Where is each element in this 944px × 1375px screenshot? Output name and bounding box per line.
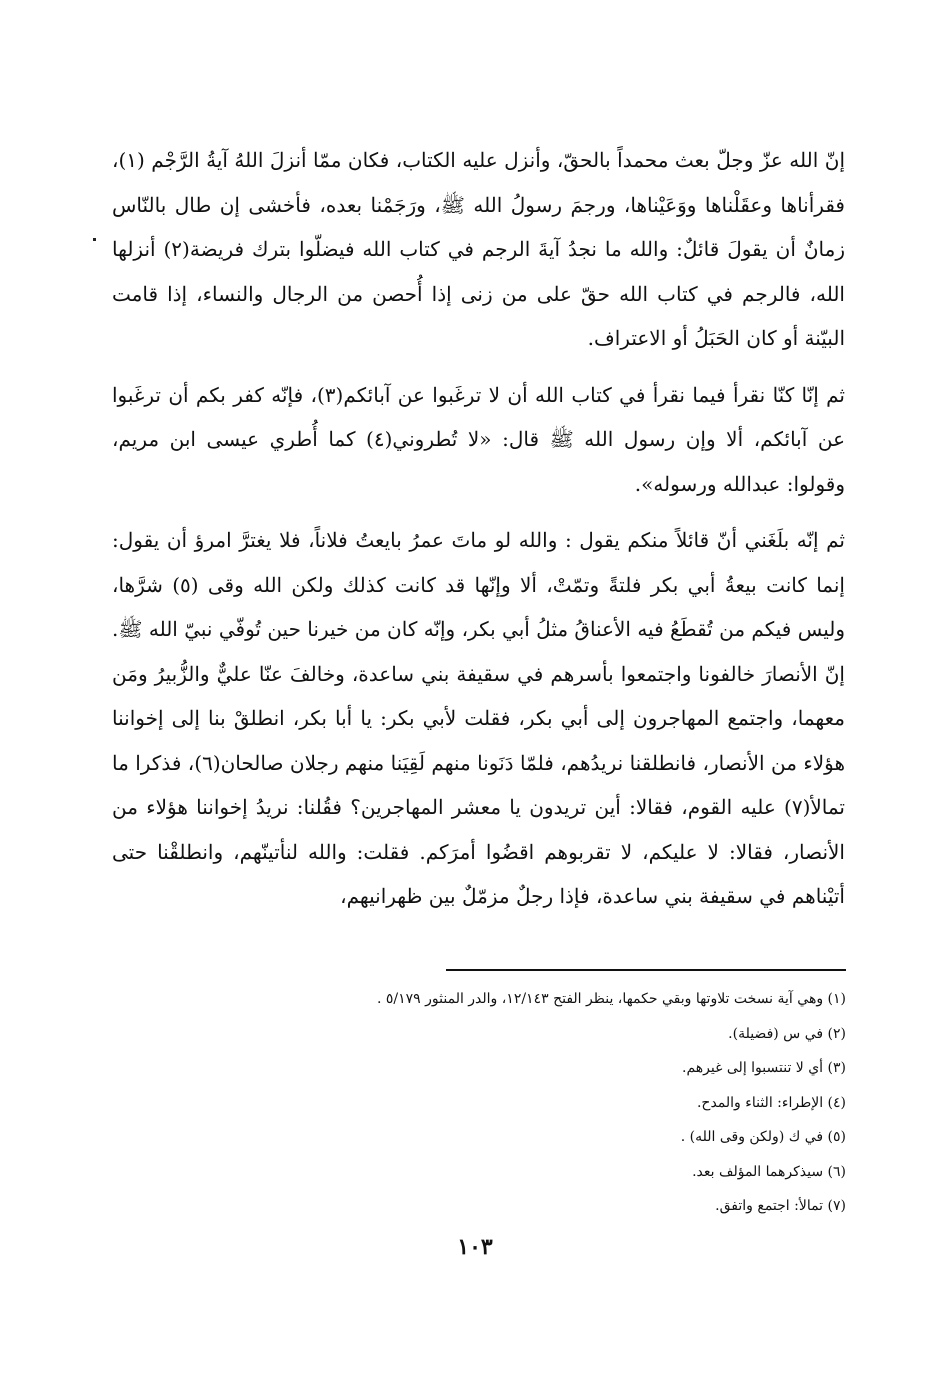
margin-speck: [93, 238, 96, 241]
main-text: [112, 138, 845, 931]
paragraph-2: ثم إنّا كنّا نقرأ فيما نقرأ في كتاب الله أن لا ترغَبوا عن آبائكم(٣)، فإنّه كفر بكم أن ترغَبوا عن آبائكم، ألا وإن رسول الله ﷺ قال: «لا تُطروني(٤) كما أُطري عيسى ابن مريم، وقولوا: عبدالله ورسوله».: [112, 382, 846, 496]
footnote-3: (٣) أي لا تنتسبوا إلى غيرهم.: [682, 1060, 846, 1076]
paragraph-3: ثم إنّه بلَغَني أنّ قائلاً منكم يقول : والله لو ماتَ عمرُ بايعتُ فلاناً، فلا يغترَّ امرؤ أن يقول: إنما كانت بيعةُ أبي بكر فلتةً وتمّتْ، ألا وإنّها قد كانت كذلك ولكن الله وقى (٥) شرَّها، وليس فيكم من تُقطَعُ فيه الأعناقُ مثلُ أبي بكر، وإنّه كان من خيرنا حين تُوفّي نبيّ الله ﷺ. إنّ الأنصارَ خالفونا واجتمعوا بأسرهم في سقيفة بني ساعدة، وخالفَ عنّا عليٌّ والزُّبيرُ ومَن معهما، واجتمع المهاجرون إلى أبي بكر، فقلت لأبي بكر: يا أبا بكر، انطلقْ بنا إلى إخواننا هؤلاء من الأنصار، فانطلقنا نريدُهم، فلمّا دَنَونا منهم لَقِيَنا منهم رجلان صالحان(٦)، فذكرا ما تمالأ(٧) عليه القوم، فقالا: أين تريدون يا معشر المهاجرين؟ فقُلنا: نريدُ إخواننا هؤلاء من الأنصار، فقالا: لا عليكم، لا تقربوهم اقضُوا أمرَكم. فقلت: والله لنأتينّهم، وانطلقْنا حتى أتيْناهم في سقيفة بني ساعدة، فإذا رجلٌ مزمّلٌ بين ظهرانيهم،: [111, 528, 846, 908]
paragraph-1: إنّ الله عزّ وجلّ بعث محمداً بالحقّ، وأنزل عليه الكتاب، فكان ممّا أنزلَ اللهُ آيةُ الرَّجْم (١)، فقرأناها وعقَلْناها ووَعَيْناها، ورجمَ رسولُ الله ﷺ، ورَجَمْنا بعده، فأخشى إن طال بالنّاس زمانٌ أن يقولَ قائلٌ: والله ما نجدُ آيةَ الرجم في كتاب الله فيضلّوا بترك فريضة(٢) أنزلها الله، فالرجم في كتاب الله حقّ على من زنى إذا أُحصن من الرجال والنساء، إذا قامت البيّنة أو كان الحَبَلُ أو الاعتراف.: [112, 148, 845, 350]
footnote-1: (١) وهي آية نسخت تلاوتها وبقي حكمها، ينظر الفتح ١٢/١٤٣، والدر المنثور ٥/١٧٩ .: [377, 991, 846, 1007]
footnote-separator: [446, 969, 846, 971]
footnote-2: (٢) في س (فضيلة).: [728, 1025, 846, 1042]
footnotes: [200, 982, 846, 1224]
footnote-6: (٦) سيذكرهما المؤلف بعد.: [692, 1163, 846, 1180]
footnote-7: (٧) تمالأ: اجتمع واتفق.: [715, 1198, 846, 1214]
footnote-4: (٤) الإطراء: الثناء والمدح.: [696, 1094, 846, 1111]
footnote-5: (٥) في ك (ولكن وقى الله) .: [680, 1129, 846, 1145]
page-number: ١٠٣: [457, 1234, 493, 1260]
